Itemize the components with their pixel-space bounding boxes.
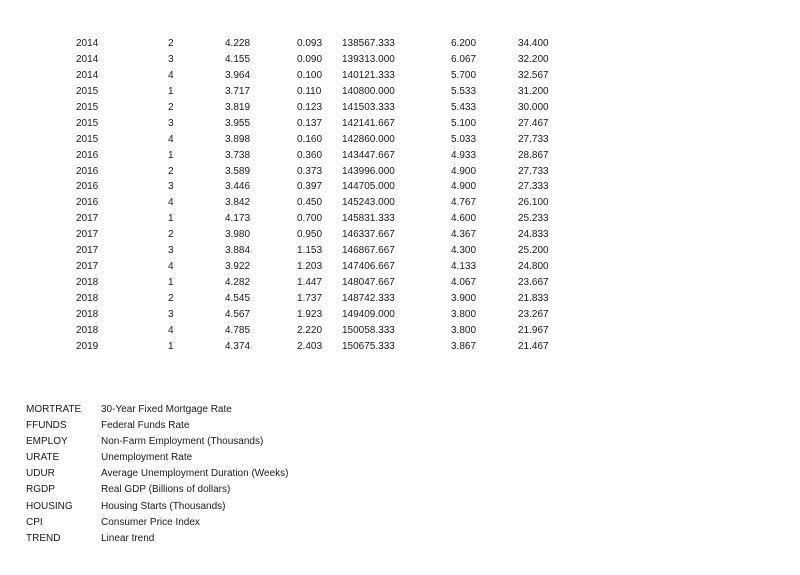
- urate-cell: 5.100: [451, 117, 477, 129]
- legend-description: 30-Year Fixed Mortgage Rate: [101, 404, 232, 415]
- legend-abbreviation: TREND: [26, 532, 61, 544]
- urate-cell: 5.433: [451, 101, 477, 113]
- mortrate-cell: 3.717: [225, 85, 251, 97]
- year-cell: 2017: [76, 245, 99, 257]
- year-cell: 2015: [76, 85, 99, 97]
- employ-cell: 138567.333: [342, 38, 395, 49]
- legend-abbreviation: UDUR: [26, 468, 55, 480]
- urate-cell: 6.200: [451, 38, 477, 49]
- employ-cell: 145243.000: [342, 197, 395, 209]
- ffunds-cell: 0.123: [297, 101, 323, 113]
- quarter-cell: 4: [168, 197, 174, 209]
- quarter-cell: 3: [168, 117, 174, 129]
- mortrate-cell: 4.785: [225, 324, 251, 336]
- mortrate-cell: 4.228: [225, 38, 251, 49]
- udur-cell: 32.567: [518, 69, 549, 81]
- year-cell: 2017: [76, 229, 99, 241]
- legend-description: Real GDP (Billions of dollars): [101, 484, 231, 496]
- ffunds-cell: 0.110: [297, 85, 322, 97]
- employ-cell: 150058.333: [342, 324, 395, 336]
- employ-cell: 150675.333: [342, 340, 395, 352]
- legend-description: Federal Funds Rate: [101, 420, 190, 432]
- employ-cell: 141503.333: [342, 101, 395, 113]
- year-cell: 2016: [76, 149, 99, 161]
- employ-cell: 146867.667: [342, 245, 395, 257]
- quarter-cell: 4: [168, 324, 174, 336]
- year-cell: 2015: [76, 101, 99, 113]
- ffunds-cell: 1.153: [297, 245, 323, 257]
- quarter-cell: 1: [168, 85, 174, 97]
- udur-cell: 31.200: [518, 85, 549, 97]
- urate-cell: 5.700: [451, 69, 477, 81]
- legend-description: Unemployment Rate: [101, 452, 193, 464]
- urate-cell: 3.900: [451, 293, 477, 304]
- year-cell: 2016: [76, 165, 99, 177]
- ffunds-cell: 0.100: [297, 69, 323, 81]
- udur-cell: 26.100: [518, 197, 549, 209]
- employ-cell: 149409.000: [342, 308, 395, 320]
- ffunds-cell: 0.700: [297, 213, 323, 225]
- mortrate-cell: 3.819: [225, 101, 251, 113]
- quarter-cell: 2: [168, 229, 174, 241]
- legend-abbreviation: MORTRATE: [26, 404, 82, 415]
- udur-cell: 23.267: [518, 308, 549, 320]
- mortrate-cell: 3.589: [225, 165, 251, 177]
- year-cell: 2017: [76, 261, 99, 273]
- udur-cell: 30.000: [518, 101, 549, 113]
- year-cell: 2014: [76, 38, 99, 49]
- legend-abbreviation: EMPLOY: [26, 436, 68, 448]
- employ-cell: 146337.667: [342, 229, 395, 241]
- year-cell: 2016: [76, 181, 99, 193]
- mortrate-cell: 4.545: [225, 293, 251, 304]
- mortrate-cell: 3.446: [225, 181, 251, 193]
- urate-cell: 4.133: [451, 261, 477, 273]
- employ-cell: 140800.000: [342, 85, 395, 97]
- mortrate-cell: 3.898: [225, 133, 251, 145]
- udur-cell: 34.400: [518, 38, 549, 49]
- quarter-cell: 1: [168, 340, 174, 352]
- legend-abbreviation: FFUNDS: [26, 420, 67, 432]
- mortrate-cell: 4.282: [225, 277, 251, 289]
- udur-cell: 32.200: [518, 53, 549, 65]
- quarter-cell: 2: [168, 165, 174, 177]
- legend-abbreviation: RGDP: [26, 484, 55, 496]
- ffunds-cell: 0.950: [297, 229, 323, 241]
- urate-cell: 3.800: [451, 308, 477, 320]
- mortrate-cell: 4.155: [225, 53, 251, 65]
- ffunds-cell: 0.397: [297, 181, 323, 193]
- udur-cell: 27.333: [518, 181, 549, 193]
- year-cell: 2014: [76, 53, 99, 65]
- ffunds-cell: 0.373: [297, 165, 323, 177]
- year-cell: 2018: [76, 308, 99, 320]
- quarter-cell: 4: [168, 69, 174, 81]
- year-cell: 2018: [76, 324, 99, 336]
- urate-cell: 4.933: [451, 149, 477, 161]
- employ-cell: 144705.000: [342, 181, 395, 193]
- legend-abbreviation: HOUSING: [26, 500, 73, 512]
- udur-cell: 24.833: [518, 229, 549, 241]
- year-cell: 2018: [76, 277, 99, 289]
- udur-cell: 25.233: [518, 213, 549, 225]
- legend-description: Non-Farm Employment (Thousands): [101, 436, 264, 448]
- udur-cell: 25.200: [518, 245, 549, 257]
- quarter-cell: 2: [168, 293, 174, 304]
- mortrate-cell: 3.964: [225, 69, 251, 81]
- ffunds-cell: 0.160: [297, 133, 323, 145]
- ffunds-cell: 1.447: [297, 277, 323, 289]
- mortrate-cell: 3.980: [225, 229, 251, 241]
- quarter-cell: 3: [168, 181, 174, 193]
- ffunds-cell: 0.137: [297, 117, 323, 129]
- urate-cell: 5.533: [451, 85, 477, 97]
- mortrate-cell: 3.738: [225, 149, 251, 161]
- udur-cell: 27.733: [518, 165, 549, 177]
- urate-cell: 4.600: [451, 213, 477, 225]
- ffunds-cell: 1.203: [297, 261, 323, 273]
- employ-cell: 142141.667: [342, 117, 395, 129]
- ffunds-cell: 0.360: [297, 149, 323, 161]
- employ-cell: 148047.667: [342, 277, 395, 289]
- quarter-cell: 4: [168, 133, 174, 145]
- year-cell: 2014: [76, 69, 99, 81]
- ffunds-cell: 2.220: [297, 324, 323, 336]
- udur-cell: 21.467: [518, 340, 549, 352]
- year-cell: 2017: [76, 213, 99, 225]
- ffunds-cell: 0.450: [297, 197, 323, 209]
- year-cell: 2015: [76, 117, 99, 129]
- udur-cell: 21.967: [518, 324, 549, 336]
- year-cell: 2015: [76, 133, 99, 145]
- year-cell: 2016: [76, 197, 99, 209]
- udur-cell: 23.667: [518, 277, 549, 289]
- employ-cell: 147406.667: [342, 261, 395, 273]
- urate-cell: 4.367: [451, 229, 477, 241]
- quarter-cell: 3: [168, 53, 174, 65]
- ffunds-cell: 1.737: [297, 293, 323, 304]
- urate-cell: 4.067: [451, 277, 477, 289]
- mortrate-cell: 3.842: [225, 197, 251, 209]
- udur-cell: 27.467: [518, 117, 549, 129]
- quarter-cell: 1: [168, 277, 174, 289]
- year-cell: 2018: [76, 293, 99, 304]
- employ-cell: 139313.000: [342, 53, 395, 65]
- employ-cell: 142860.000: [342, 133, 395, 145]
- ffunds-cell: 1.923: [297, 308, 323, 320]
- mortrate-cell: 4.173: [225, 213, 251, 225]
- quarter-cell: 1: [168, 149, 174, 161]
- quarter-cell: 4: [168, 261, 174, 273]
- mortrate-cell: 4.567: [225, 308, 251, 320]
- legend-description: Average Unemployment Duration (Weeks): [101, 468, 289, 480]
- urate-cell: 3.800: [451, 324, 477, 336]
- quarter-cell: 3: [168, 308, 174, 320]
- quarter-cell: 3: [168, 245, 174, 257]
- urate-cell: 6.067: [451, 53, 477, 65]
- quarter-cell: 2: [168, 38, 174, 49]
- mortrate-cell: 3.884: [225, 245, 251, 257]
- udur-cell: 28.867: [518, 149, 549, 161]
- legend-description: Housing Starts (Thousands): [101, 500, 226, 512]
- employ-cell: 145831.333: [342, 213, 395, 225]
- employ-cell: 143447.667: [342, 149, 395, 161]
- urate-cell: 4.900: [451, 165, 477, 177]
- urate-cell: 4.300: [451, 245, 477, 257]
- mortrate-cell: 3.922: [225, 261, 251, 273]
- urate-cell: 4.900: [451, 181, 477, 193]
- employ-cell: 140121.333: [342, 69, 395, 81]
- udur-cell: 27.733: [518, 133, 549, 145]
- ffunds-cell: 2.403: [297, 340, 323, 352]
- legend-abbreviation: URATE: [26, 452, 60, 464]
- year-cell: 2019: [76, 340, 99, 352]
- urate-cell: 4.767: [451, 197, 477, 209]
- mortrate-cell: 4.374: [225, 340, 251, 352]
- legend-description: Linear trend: [101, 532, 155, 544]
- urate-cell: 3.867: [451, 340, 477, 352]
- urate-cell: 5.033: [451, 133, 477, 145]
- legend-description: Consumer Price Index: [101, 516, 200, 528]
- ffunds-cell: 0.093: [297, 38, 323, 49]
- employ-cell: 143996.000: [342, 165, 395, 177]
- udur-cell: 24.800: [518, 261, 549, 273]
- udur-cell: 21.833: [518, 293, 549, 304]
- quarter-cell: 2: [168, 101, 174, 113]
- legend-abbreviation: CPI: [26, 516, 43, 528]
- quarter-cell: 1: [168, 213, 174, 225]
- employ-cell: 148742.333: [342, 293, 395, 304]
- mortrate-cell: 3.955: [225, 117, 251, 129]
- ffunds-cell: 0.090: [297, 53, 323, 65]
